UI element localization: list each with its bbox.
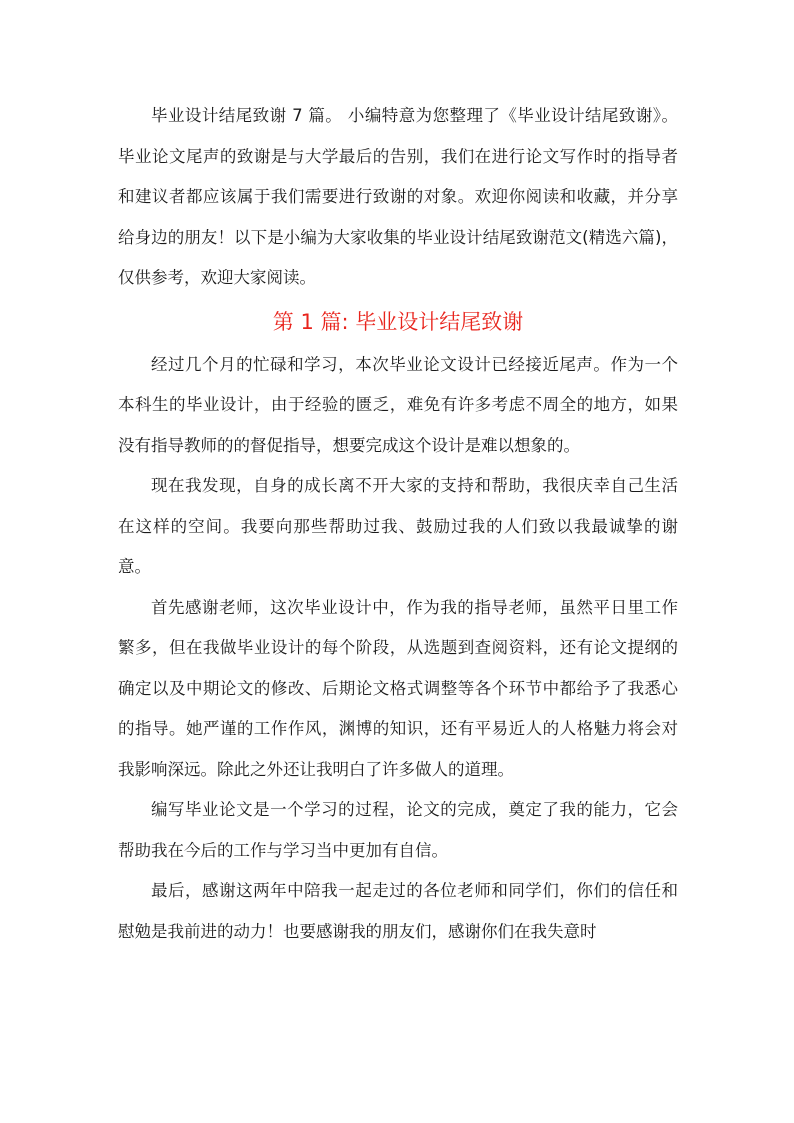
body-paragraph-1: 经过几个月的忙碌和学习，本次毕业论文设计已经接近尾声。作为一个本科生的毕业设计，由于经验的匮乏，难免有许多考虑不周全的地方，如果没有指导教师的的督促指导，想要完成这个设计是难以想象的。 — [118, 354, 678, 455]
body-paragraph-4: 编写毕业论文是一个学习的过程，论文的完成，奠定了我的能力，它会帮助我在今后的工作与学习当中更加有自信。 — [118, 800, 678, 860]
intro-paragraph: 毕业设计结尾致谢 7 篇。 小编特意为您整理了《毕业设计结尾致谢》。毕业论文尾声的致谢是与大学最后的告别，我们在进行论文写作时的指导者和建议者都应该属于我们需要进行致谢的对象。欢迎你阅读和收藏，并分享给身边的朋友！以下是小编为大家收集的毕业设计结尾致谢范文(精选六篇)，仅供参考，欢迎大家阅读。 — [118, 106, 678, 287]
body-paragraph-2: 现在我发现，自身的成长离不开大家的支持和帮助，我很庆幸自己生活在这样的空间。我要向那些帮助过我、鼓励过我的人们致以我最诚挚的谢意。 — [118, 476, 678, 576]
section-heading: 第 1 篇: 毕业设计结尾致谢 — [272, 309, 524, 334]
body-paragraph-5: 最后，感谢这两年中陪我一起走过的各位老师和同学们，你们的信任和慰勉是我前进的动力！也要感谢我的朋友们，感谢你们在我失意时 — [118, 881, 678, 941]
document-body — [118, 96, 678, 952]
body-paragraph-3: 首先感谢老师，这次毕业设计中，作为我的指导老师，虽然平日里工作繁多，但在我做毕业设计的每个阶段，从选题到查阅资料，还有论文提纲的确定以及中期论文的修改、后期论文格式调整等各个环节中都给予了我悉心的指导。她严谨的工作作风，渊博的知识，还有平易近人的人格魅力将会对我影响深远。除此之外还让我明白了许多做人的道理。 — [118, 597, 678, 779]
